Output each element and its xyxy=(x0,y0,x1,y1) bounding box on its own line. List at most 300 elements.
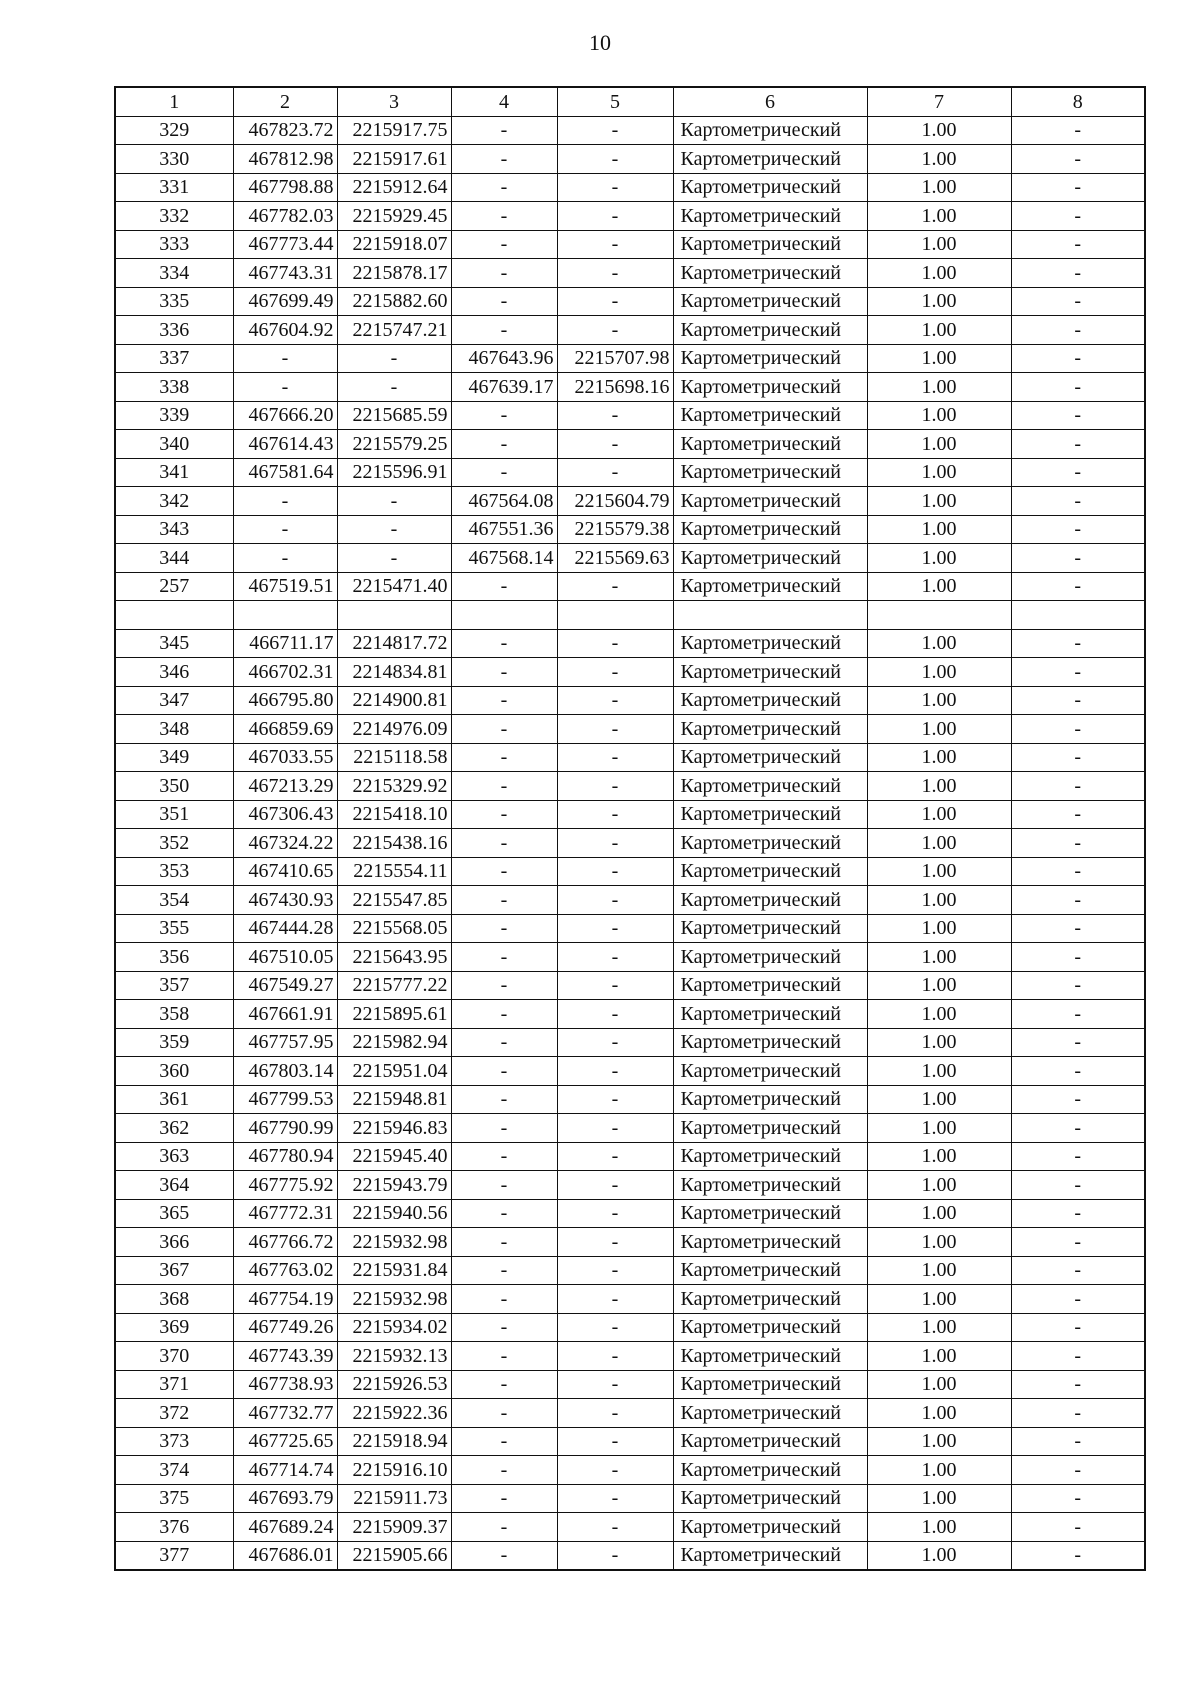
point-number-cell: 373 xyxy=(115,1427,233,1456)
point-number-cell: 348 xyxy=(115,715,233,744)
accuracy-cell: 1.00 xyxy=(867,430,1011,459)
x-coordinate-alt-cell: - xyxy=(451,686,557,715)
accuracy-cell: 1.00 xyxy=(867,829,1011,858)
method-cell: Картометрический xyxy=(673,202,867,231)
x-coordinate-alt-cell: - xyxy=(451,458,557,487)
table-row xyxy=(115,401,1145,430)
x-coordinate-cell: 467757.95 xyxy=(233,1028,337,1057)
x-coordinate-cell: - xyxy=(233,544,337,573)
page-number: 10 xyxy=(589,30,611,55)
table-row xyxy=(115,914,1145,943)
point-number-cell: 349 xyxy=(115,743,233,772)
x-coordinate-alt-cell: - xyxy=(451,1199,557,1228)
x-coordinate-cell xyxy=(233,601,337,630)
method-cell: Картометрический xyxy=(673,230,867,259)
point-number-cell: 372 xyxy=(115,1399,233,1428)
accuracy-cell: 1.00 xyxy=(867,772,1011,801)
note-cell: - xyxy=(1011,1114,1145,1143)
x-coordinate-cell: 467549.27 xyxy=(233,971,337,1000)
note-cell: - xyxy=(1011,1513,1145,1542)
x-coordinate-cell: 467686.01 xyxy=(233,1541,337,1570)
note-cell: - xyxy=(1011,316,1145,345)
x-coordinate-cell: 467743.39 xyxy=(233,1342,337,1371)
accuracy-cell: 1.00 xyxy=(867,173,1011,202)
accuracy-cell: 1.00 xyxy=(867,487,1011,516)
x-coordinate-alt-cell: - xyxy=(451,743,557,772)
point-number-cell: 367 xyxy=(115,1256,233,1285)
table-row xyxy=(115,1456,1145,1485)
x-coordinate-alt-cell: - xyxy=(451,715,557,744)
point-number-cell: 374 xyxy=(115,1456,233,1485)
note-cell: - xyxy=(1011,1399,1145,1428)
x-coordinate-alt-cell: - xyxy=(451,1142,557,1171)
table-row xyxy=(115,259,1145,288)
x-coordinate-alt-cell: 467568.14 xyxy=(451,544,557,573)
x-coordinate-alt-cell: - xyxy=(451,658,557,687)
y-coordinate-alt-cell: - xyxy=(557,1000,673,1029)
method-cell: Картометрический xyxy=(673,1456,867,1485)
table-row xyxy=(115,173,1145,202)
point-number-cell: 331 xyxy=(115,173,233,202)
x-coordinate-cell: - xyxy=(233,344,337,373)
y-coordinate-alt-cell: - xyxy=(557,1456,673,1485)
x-coordinate-cell: 467714.74 xyxy=(233,1456,337,1485)
y-coordinate-cell: - xyxy=(337,515,451,544)
table-row xyxy=(115,344,1145,373)
method-cell: Картометрический xyxy=(673,686,867,715)
table-row xyxy=(115,743,1145,772)
x-coordinate-cell: 467689.24 xyxy=(233,1513,337,1542)
column-header: 1 xyxy=(115,87,233,116)
y-coordinate-cell: - xyxy=(337,344,451,373)
method-cell: Картометрический xyxy=(673,1057,867,1086)
method-cell: Картометрический xyxy=(673,373,867,402)
y-coordinate-alt-cell: - xyxy=(557,572,673,601)
accuracy-cell: 1.00 xyxy=(867,116,1011,145)
point-number-cell: 355 xyxy=(115,914,233,943)
table-row xyxy=(115,116,1145,145)
y-coordinate-alt-cell: - xyxy=(557,943,673,972)
y-coordinate-alt-cell: - xyxy=(557,145,673,174)
accuracy-cell: 1.00 xyxy=(867,344,1011,373)
y-coordinate-cell: - xyxy=(337,544,451,573)
column-header: 6 xyxy=(673,87,867,116)
x-coordinate-cell: 467775.92 xyxy=(233,1171,337,1200)
x-coordinate-cell: 467743.31 xyxy=(233,259,337,288)
x-coordinate-alt-cell: - xyxy=(451,1313,557,1342)
x-coordinate-alt-cell: - xyxy=(451,1456,557,1485)
y-coordinate-cell: 2215943.79 xyxy=(337,1171,451,1200)
note-cell: - xyxy=(1011,430,1145,459)
note-cell: - xyxy=(1011,715,1145,744)
accuracy-cell: 1.00 xyxy=(867,1456,1011,1485)
note-cell: - xyxy=(1011,287,1145,316)
y-coordinate-alt-cell: - xyxy=(557,458,673,487)
accuracy-cell: 1.00 xyxy=(867,230,1011,259)
x-coordinate-cell: 467614.43 xyxy=(233,430,337,459)
x-coordinate-alt-cell: - xyxy=(451,772,557,801)
point-number-cell: 332 xyxy=(115,202,233,231)
note-cell: - xyxy=(1011,1000,1145,1029)
y-coordinate-cell: 2215643.95 xyxy=(337,943,451,972)
note-cell: - xyxy=(1011,914,1145,943)
y-coordinate-cell: 2215685.59 xyxy=(337,401,451,430)
x-coordinate-alt-cell: - xyxy=(451,202,557,231)
accuracy-cell: 1.00 xyxy=(867,943,1011,972)
x-coordinate-cell: 467306.43 xyxy=(233,800,337,829)
x-coordinate-cell: 467430.93 xyxy=(233,886,337,915)
note-cell: - xyxy=(1011,572,1145,601)
x-coordinate-cell: 467510.05 xyxy=(233,943,337,972)
y-coordinate-cell: 2215329.92 xyxy=(337,772,451,801)
note-cell: - xyxy=(1011,743,1145,772)
x-coordinate-cell: 467732.77 xyxy=(233,1399,337,1428)
accuracy-cell: 1.00 xyxy=(867,1541,1011,1570)
accuracy-cell: 1.00 xyxy=(867,202,1011,231)
table-row xyxy=(115,1228,1145,1257)
note-cell: - xyxy=(1011,829,1145,858)
x-coordinate-cell: 467699.49 xyxy=(233,287,337,316)
y-coordinate-cell: 2214976.09 xyxy=(337,715,451,744)
x-coordinate-alt-cell: 467564.08 xyxy=(451,487,557,516)
point-number-cell: 257 xyxy=(115,572,233,601)
method-cell: Картометрический xyxy=(673,1199,867,1228)
method-cell: Картометрический xyxy=(673,800,867,829)
y-coordinate-alt-cell: - xyxy=(557,772,673,801)
x-coordinate-alt-cell: - xyxy=(451,1256,557,1285)
note-cell: - xyxy=(1011,202,1145,231)
x-coordinate-cell: 466702.31 xyxy=(233,658,337,687)
point-number-cell: 344 xyxy=(115,544,233,573)
note-cell: - xyxy=(1011,1028,1145,1057)
table-row xyxy=(115,1028,1145,1057)
y-coordinate-cell: 2215918.07 xyxy=(337,230,451,259)
method-cell xyxy=(673,601,867,630)
x-coordinate-cell: - xyxy=(233,487,337,516)
point-number-cell: 353 xyxy=(115,857,233,886)
y-coordinate-alt-cell: - xyxy=(557,686,673,715)
accuracy-cell: 1.00 xyxy=(867,544,1011,573)
table-row xyxy=(115,487,1145,516)
y-coordinate-alt-cell: 2215604.79 xyxy=(557,487,673,516)
note-cell: - xyxy=(1011,515,1145,544)
point-number-cell: 333 xyxy=(115,230,233,259)
point-number-cell: 361 xyxy=(115,1085,233,1114)
x-coordinate-cell: 467604.92 xyxy=(233,316,337,345)
y-coordinate-alt-cell: - xyxy=(557,316,673,345)
y-coordinate-alt-cell: - xyxy=(557,629,673,658)
point-number-cell: 336 xyxy=(115,316,233,345)
y-coordinate-alt-cell: - xyxy=(557,1028,673,1057)
y-coordinate-alt-cell xyxy=(557,601,673,630)
y-coordinate-alt-cell: - xyxy=(557,1427,673,1456)
x-coordinate-alt-cell: - xyxy=(451,1513,557,1542)
accuracy-cell: 1.00 xyxy=(867,1000,1011,1029)
y-coordinate-cell: 2215929.45 xyxy=(337,202,451,231)
x-coordinate-alt-cell: - xyxy=(451,1085,557,1114)
method-cell: Картометрический xyxy=(673,1313,867,1342)
y-coordinate-alt-cell: - xyxy=(557,1085,673,1114)
x-coordinate-cell: 467693.79 xyxy=(233,1484,337,1513)
y-coordinate-cell: 2215911.73 xyxy=(337,1484,451,1513)
method-cell: Картометрический xyxy=(673,145,867,174)
x-coordinate-cell: 467033.55 xyxy=(233,743,337,772)
y-coordinate-cell: 2215922.36 xyxy=(337,1399,451,1428)
x-coordinate-alt-cell: - xyxy=(451,800,557,829)
accuracy-cell: 1.00 xyxy=(867,1342,1011,1371)
note-cell: - xyxy=(1011,173,1145,202)
x-coordinate-alt-cell: - xyxy=(451,1342,557,1371)
note-cell: - xyxy=(1011,772,1145,801)
table-row xyxy=(115,572,1145,601)
note-cell: - xyxy=(1011,1427,1145,1456)
table-row xyxy=(115,1285,1145,1314)
x-coordinate-alt-cell: - xyxy=(451,914,557,943)
x-coordinate-cell: 467324.22 xyxy=(233,829,337,858)
accuracy-cell: 1.00 xyxy=(867,1199,1011,1228)
point-number-cell: 335 xyxy=(115,287,233,316)
y-coordinate-cell: 2214817.72 xyxy=(337,629,451,658)
y-coordinate-alt-cell: - xyxy=(557,173,673,202)
table-row xyxy=(115,1313,1145,1342)
table-body xyxy=(115,116,1145,1570)
point-number-cell: 354 xyxy=(115,886,233,915)
y-coordinate-alt-cell: - xyxy=(557,1171,673,1200)
y-coordinate-alt-cell: - xyxy=(557,1142,673,1171)
accuracy-cell: 1.00 xyxy=(867,316,1011,345)
point-number-cell: 375 xyxy=(115,1484,233,1513)
y-coordinate-cell: 2215940.56 xyxy=(337,1199,451,1228)
table-row xyxy=(115,1541,1145,1570)
method-cell: Картометрический xyxy=(673,1342,867,1371)
method-cell: Картометрический xyxy=(673,715,867,744)
column-header: 4 xyxy=(451,87,557,116)
y-coordinate-cell: 2215912.64 xyxy=(337,173,451,202)
method-cell: Картометрический xyxy=(673,1370,867,1399)
x-coordinate-cell: 467798.88 xyxy=(233,173,337,202)
method-cell: Картометрический xyxy=(673,1171,867,1200)
method-cell: Картометрический xyxy=(673,829,867,858)
x-coordinate-alt-cell: - xyxy=(451,145,557,174)
accuracy-cell: 1.00 xyxy=(867,373,1011,402)
x-coordinate-cell: - xyxy=(233,373,337,402)
method-cell: Картометрический xyxy=(673,1000,867,1029)
x-coordinate-cell: 467790.99 xyxy=(233,1114,337,1143)
method-cell: Картометрический xyxy=(673,430,867,459)
point-number-cell: 369 xyxy=(115,1313,233,1342)
x-coordinate-alt-cell: - xyxy=(451,116,557,145)
x-coordinate-cell: 467213.29 xyxy=(233,772,337,801)
x-coordinate-cell: 467725.65 xyxy=(233,1427,337,1456)
table-row xyxy=(115,1427,1145,1456)
point-number-cell: 338 xyxy=(115,373,233,402)
table-row xyxy=(115,1171,1145,1200)
table-row xyxy=(115,1256,1145,1285)
y-coordinate-cell: 2215579.25 xyxy=(337,430,451,459)
y-coordinate-cell: 2215882.60 xyxy=(337,287,451,316)
x-coordinate-cell: 467780.94 xyxy=(233,1142,337,1171)
x-coordinate-alt-cell xyxy=(451,601,557,630)
y-coordinate-alt-cell: - xyxy=(557,971,673,1000)
x-coordinate-cell: 466711.17 xyxy=(233,629,337,658)
accuracy-cell: 1.00 xyxy=(867,1427,1011,1456)
y-coordinate-alt-cell: - xyxy=(557,857,673,886)
y-coordinate-cell: 2215951.04 xyxy=(337,1057,451,1086)
x-coordinate-alt-cell: - xyxy=(451,1484,557,1513)
y-coordinate-cell: 2215747.21 xyxy=(337,316,451,345)
accuracy-cell xyxy=(867,601,1011,630)
method-cell: Картометрический xyxy=(673,116,867,145)
x-coordinate-alt-cell: - xyxy=(451,1057,557,1086)
accuracy-cell: 1.00 xyxy=(867,259,1011,288)
note-cell: - xyxy=(1011,145,1145,174)
x-coordinate-alt-cell: - xyxy=(451,430,557,459)
accuracy-cell: 1.00 xyxy=(867,1313,1011,1342)
accuracy-cell: 1.00 xyxy=(867,800,1011,829)
accuracy-cell: 1.00 xyxy=(867,971,1011,1000)
point-number-cell: 363 xyxy=(115,1142,233,1171)
x-coordinate-alt-cell: - xyxy=(451,1370,557,1399)
x-coordinate-alt-cell: - xyxy=(451,857,557,886)
method-cell: Картометрический xyxy=(673,1399,867,1428)
point-number-cell: 365 xyxy=(115,1199,233,1228)
note-cell xyxy=(1011,601,1145,630)
x-coordinate-alt-cell: - xyxy=(451,230,557,259)
method-cell: Картометрический xyxy=(673,629,867,658)
y-coordinate-cell: 2215948.81 xyxy=(337,1085,451,1114)
point-number-cell: 357 xyxy=(115,971,233,1000)
table-row xyxy=(115,800,1145,829)
x-coordinate-cell: 467738.93 xyxy=(233,1370,337,1399)
y-coordinate-alt-cell: - xyxy=(557,1057,673,1086)
y-coordinate-cell: 2215926.53 xyxy=(337,1370,451,1399)
method-cell: Картометрический xyxy=(673,287,867,316)
x-coordinate-alt-cell: - xyxy=(451,316,557,345)
table-row xyxy=(115,1399,1145,1428)
method-cell: Картометрический xyxy=(673,914,867,943)
note-cell: - xyxy=(1011,544,1145,573)
note-cell: - xyxy=(1011,1541,1145,1570)
x-coordinate-alt-cell: - xyxy=(451,1171,557,1200)
accuracy-cell: 1.00 xyxy=(867,1484,1011,1513)
method-cell: Картометрический xyxy=(673,743,867,772)
table-row xyxy=(115,971,1145,1000)
accuracy-cell: 1.00 xyxy=(867,1028,1011,1057)
x-coordinate-alt-cell: - xyxy=(451,886,557,915)
x-coordinate-alt-cell: - xyxy=(451,1285,557,1314)
point-number-cell: 334 xyxy=(115,259,233,288)
method-cell: Картометрический xyxy=(673,857,867,886)
table-row xyxy=(115,1000,1145,1029)
method-cell: Картометрический xyxy=(673,344,867,373)
method-cell: Картометрический xyxy=(673,886,867,915)
y-coordinate-alt-cell: - xyxy=(557,800,673,829)
y-coordinate-cell: 2215596.91 xyxy=(337,458,451,487)
y-coordinate-cell: 2215932.98 xyxy=(337,1285,451,1314)
point-number-cell: 359 xyxy=(115,1028,233,1057)
method-cell: Картометрический xyxy=(673,487,867,516)
y-coordinate-cell: 2214834.81 xyxy=(337,658,451,687)
y-coordinate-cell: 2215418.10 xyxy=(337,800,451,829)
x-coordinate-alt-cell: - xyxy=(451,629,557,658)
table-row xyxy=(115,629,1145,658)
table-row xyxy=(115,886,1145,915)
table-row xyxy=(115,943,1145,972)
y-coordinate-alt-cell: 2215707.98 xyxy=(557,344,673,373)
method-cell: Картометрический xyxy=(673,1142,867,1171)
note-cell: - xyxy=(1011,458,1145,487)
y-coordinate-cell: 2215777.22 xyxy=(337,971,451,1000)
accuracy-cell: 1.00 xyxy=(867,145,1011,174)
y-coordinate-cell: 2215554.11 xyxy=(337,857,451,886)
y-coordinate-cell: 2215934.02 xyxy=(337,1313,451,1342)
x-coordinate-alt-cell: - xyxy=(451,259,557,288)
note-cell: - xyxy=(1011,344,1145,373)
point-number-cell: 377 xyxy=(115,1541,233,1570)
table-row xyxy=(115,373,1145,402)
note-cell: - xyxy=(1011,1256,1145,1285)
accuracy-cell: 1.00 xyxy=(867,1085,1011,1114)
y-coordinate-cell: 2215895.61 xyxy=(337,1000,451,1029)
y-coordinate-alt-cell: - xyxy=(557,829,673,858)
y-coordinate-cell: 2215905.66 xyxy=(337,1541,451,1570)
table-row xyxy=(115,430,1145,459)
y-coordinate-cell: 2215471.40 xyxy=(337,572,451,601)
y-coordinate-alt-cell: - xyxy=(557,1342,673,1371)
point-number-cell: 371 xyxy=(115,1370,233,1399)
table-row xyxy=(115,202,1145,231)
table-row xyxy=(115,857,1145,886)
accuracy-cell: 1.00 xyxy=(867,629,1011,658)
x-coordinate-alt-cell: - xyxy=(451,1399,557,1428)
x-coordinate-cell: 467766.72 xyxy=(233,1228,337,1257)
x-coordinate-cell: 467754.19 xyxy=(233,1285,337,1314)
point-number-cell: 343 xyxy=(115,515,233,544)
x-coordinate-cell: 467410.65 xyxy=(233,857,337,886)
y-coordinate-alt-cell: 2215569.63 xyxy=(557,544,673,573)
y-coordinate-alt-cell: - xyxy=(557,1313,673,1342)
y-coordinate-cell: 2215118.58 xyxy=(337,743,451,772)
table-row xyxy=(115,544,1145,573)
point-number-cell: 342 xyxy=(115,487,233,516)
x-coordinate-cell: 466859.69 xyxy=(233,715,337,744)
y-coordinate-cell: - xyxy=(337,487,451,516)
table-row xyxy=(115,1199,1145,1228)
x-coordinate-cell: 467773.44 xyxy=(233,230,337,259)
y-coordinate-cell: 2215982.94 xyxy=(337,1028,451,1057)
method-cell: Картометрический xyxy=(673,1484,867,1513)
note-cell: - xyxy=(1011,373,1145,402)
table-row xyxy=(115,1114,1145,1143)
y-coordinate-alt-cell: - xyxy=(557,658,673,687)
method-cell: Картометрический xyxy=(673,316,867,345)
x-coordinate-cell: 467519.51 xyxy=(233,572,337,601)
y-coordinate-cell: 2215438.16 xyxy=(337,829,451,858)
x-coordinate-cell: 467803.14 xyxy=(233,1057,337,1086)
table-row xyxy=(115,686,1145,715)
note-cell: - xyxy=(1011,686,1145,715)
x-coordinate-cell: 467581.64 xyxy=(233,458,337,487)
y-coordinate-alt-cell: - xyxy=(557,715,673,744)
y-coordinate-alt-cell: - xyxy=(557,230,673,259)
x-coordinate-cell: 467661.91 xyxy=(233,1000,337,1029)
method-cell: Картометрический xyxy=(673,1285,867,1314)
note-cell: - xyxy=(1011,800,1145,829)
x-coordinate-cell: 467749.26 xyxy=(233,1313,337,1342)
y-coordinate-cell: 2215932.13 xyxy=(337,1342,451,1371)
accuracy-cell: 1.00 xyxy=(867,401,1011,430)
y-coordinate-alt-cell: - xyxy=(557,743,673,772)
